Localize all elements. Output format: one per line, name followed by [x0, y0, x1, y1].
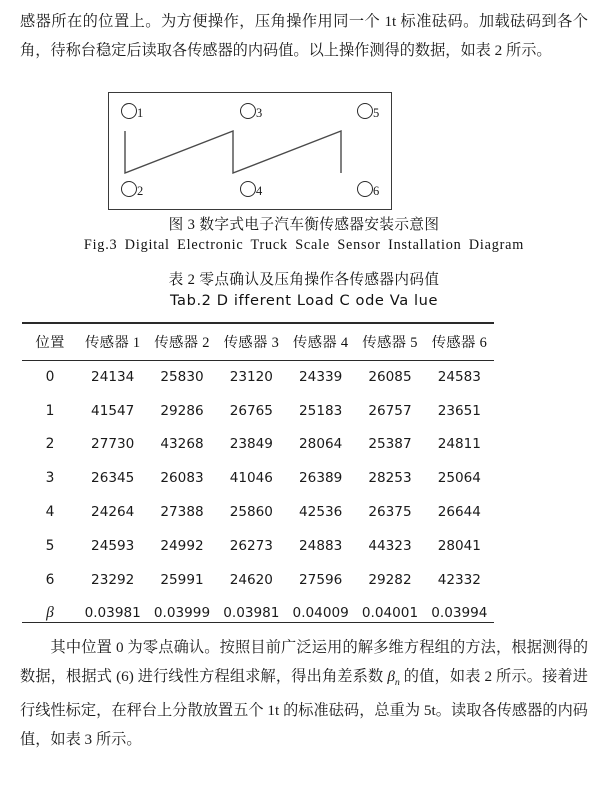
sensor-label: 4	[256, 184, 263, 198]
cell-value: 0.03981	[223, 605, 280, 622]
beta-symbol: β	[387, 667, 395, 685]
sensor-marker-1	[121, 103, 154, 123]
cell-value: 24583	[437, 368, 481, 385]
column-header-3: 传感器 3	[223, 334, 280, 351]
cell-value: 44323	[368, 537, 412, 554]
sensor-marker-6	[357, 181, 390, 201]
table-body	[22, 360, 494, 630]
cell-value: 25064	[437, 470, 481, 487]
cell-value: 25183	[299, 402, 343, 419]
cell-value: 41547	[91, 402, 135, 419]
row-position-cell: 1	[45, 402, 55, 419]
sensor-circle-icon	[121, 181, 137, 197]
cell-value: 0.04001	[361, 605, 419, 622]
row-position-cell: 4	[45, 504, 55, 521]
column-header-6: 传感器 6	[431, 334, 488, 351]
paragraph-bottom	[20, 634, 588, 754]
row-position-cell: 0	[45, 368, 55, 385]
table-row	[22, 428, 494, 462]
cell-value: 26389	[299, 470, 343, 487]
cell-value: 27730	[91, 436, 135, 453]
cell-value: 24339	[299, 368, 343, 385]
sensor-label: 5	[373, 106, 380, 120]
cell-value: 0.03981	[84, 605, 141, 622]
paragraph-bottom-pre: 出角差系数	[306, 667, 388, 685]
table-header-row	[22, 322, 494, 360]
cell-value: 29282	[368, 571, 412, 588]
table-row	[22, 495, 494, 529]
cell-value: 27596	[299, 571, 343, 588]
cell-value: 24264	[91, 504, 135, 521]
sensor-label: 2	[137, 184, 144, 198]
cell-value: 41046	[229, 470, 273, 487]
cell-value: 26273	[229, 537, 273, 554]
paragraph-top: 感器所在的位置上。为方便操作，压角操作用同一个 1t 标准砝码。加载砝码到各个角，待称台稳定后读取各传感器的内码值。以上操作测得的数据，如表 2 所示。	[20, 13, 588, 59]
figure-outline	[108, 92, 392, 210]
table-row	[22, 461, 494, 495]
cell-value: 25830	[160, 368, 204, 385]
cell-value: 23651	[437, 402, 481, 419]
column-header-0: 位置	[35, 334, 65, 351]
cell-value: 0.04009	[292, 605, 349, 622]
cell-value: 27388	[160, 504, 204, 521]
cell-value: 24883	[299, 537, 343, 554]
cell-value: 23120	[229, 368, 273, 385]
row-position-cell: 2	[45, 436, 55, 453]
sensor-circle-icon	[240, 103, 256, 119]
cell-value: 24134	[91, 368, 135, 385]
cell-value: 28064	[299, 436, 343, 453]
cell-value: 0.03994	[431, 605, 488, 622]
sensor-circle-icon	[357, 181, 373, 197]
table-row	[22, 529, 494, 563]
column-header-4: 传感器 4	[292, 334, 349, 351]
sensor-marker-4	[240, 181, 273, 201]
cell-value: 42332	[437, 571, 481, 588]
beta-subscript: n	[394, 676, 400, 688]
cell-value: 24620	[229, 571, 273, 588]
cell-value: 28253	[368, 470, 412, 487]
paragraph-bottom-line1: 其中位置 0 为零点确认。按照目前广泛运用的解多维方程组的方法，根据测得的数据，根据式 (6) 进行线性方程组求解，得	[20, 639, 588, 685]
cell-value: 23292	[91, 571, 135, 588]
sensor-circle-icon	[357, 103, 373, 119]
cell-value: 26085	[368, 368, 412, 385]
cell-value: 29286	[160, 402, 204, 419]
cell-value: 43268	[160, 436, 204, 453]
cell-value: 26757	[368, 402, 412, 419]
table-row	[22, 597, 494, 631]
cell-value: 23849	[229, 436, 273, 453]
row-position-cell: 5	[45, 537, 55, 554]
sensor-marker-5	[357, 103, 390, 123]
column-header-5: 传感器 5	[362, 334, 418, 351]
figure-caption-english: Fig.3 Digital Electronic Truck Scale Sensor Installation Diagram	[83, 237, 525, 253]
cell-value: 25991	[160, 571, 204, 588]
sensor-marker-3	[240, 103, 273, 123]
cell-value: 28041	[437, 537, 481, 554]
sensor-label: 6	[373, 184, 380, 198]
sensor-circle-icon	[121, 103, 137, 119]
table-caption-chinese: 表 2 零点确认及压角操作各传感器内码值	[168, 272, 440, 288]
sensor-label: 1	[137, 106, 144, 120]
row-position-cell: β	[46, 604, 54, 622]
cell-value: 24992	[160, 537, 204, 554]
cell-value: 25860	[229, 504, 273, 521]
cell-value: 42536	[299, 504, 343, 521]
column-header-1: 传感器 1	[84, 334, 141, 351]
cell-value: 0.03999	[153, 605, 211, 622]
sensor-circle-icon	[240, 181, 256, 197]
sensor-label: 3	[256, 106, 263, 120]
figure-3	[0, 92, 608, 212]
column-header-2: 传感器 2	[154, 334, 210, 351]
sensor-marker-2	[121, 181, 154, 201]
cell-value: 26345	[91, 470, 135, 487]
figure-caption-chinese: 图 3 数字式电子汽车衡传感器安装示意图	[168, 217, 440, 233]
table-row	[22, 563, 494, 597]
paragraph-bottom-post: 的值，如表 2 所示。接着进行线性标定，在秤台上分散放置五个 1t 的标准砝码，总重为 5t。读取各传感器的内码值，如表 3 所示。	[20, 667, 588, 748]
table-row	[22, 394, 494, 428]
row-position-cell: 6	[45, 571, 55, 588]
cell-value: 26765	[229, 402, 273, 419]
table-row	[22, 360, 494, 394]
cell-value: 25387	[368, 436, 412, 453]
row-position-cell: 3	[45, 470, 55, 487]
cell-value: 24593	[91, 537, 135, 554]
sensor-code-value-table	[22, 322, 494, 630]
cell-value: 26644	[437, 504, 481, 521]
table-caption-english: Tab.2 D ifferent Load C ode Va lue	[169, 292, 439, 309]
cell-value: 24811	[437, 436, 481, 453]
cell-value: 26375	[368, 504, 412, 521]
cell-value: 26083	[160, 470, 204, 487]
